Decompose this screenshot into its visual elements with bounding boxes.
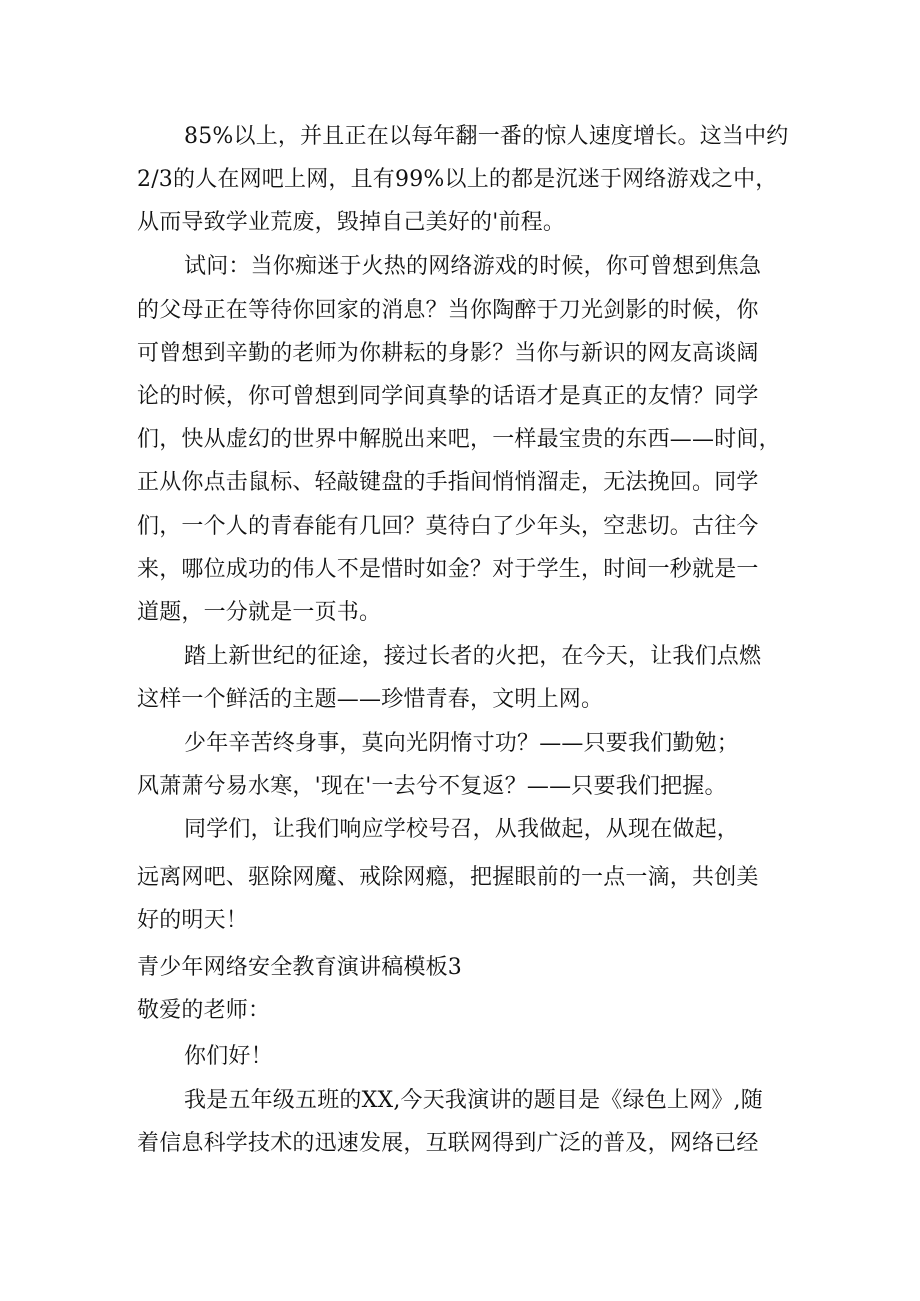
greeting: 你们好！ (184, 1044, 273, 1069)
text-line: 风萧萧兮易水寒，'现在'一去兮不复返？——只要我们把握。 (137, 774, 727, 799)
text-line: 着信息科学技术的迅速发展，互联网得到广泛的普及，网络已经 (137, 1131, 759, 1156)
text-line: 我是五年级五班的XX,今天我演讲的题目是《绿色上网》,随 (184, 1088, 763, 1113)
text-line: 好的明天！ (137, 908, 249, 933)
text-line: 踏上新世纪的征途，接过长者的火把，在今天，让我们点燃 (184, 644, 762, 669)
text-line: 这样一个鲜活的主题——珍惜青春，文明上网。 (137, 687, 604, 712)
text-line: 的父母正在等待你回家的消息？当你陶醉于刀光剑影的时候，你 (137, 298, 759, 323)
section-heading: 青少年网络安全教育演讲稿模板3 (137, 955, 462, 980)
text-line: 同学们，让我们响应学校号召，从我做起，从现在做起， (184, 817, 740, 842)
text-line: 道题，一分就是一页书。 (137, 600, 382, 625)
text-line: 们，一个人的青春能有几回？莫待白了少年头，空悲切。古往今 (137, 514, 759, 539)
text-line: 试问：当你痴迷于火热的网络游戏的时候，你可曾想到焦急 (184, 254, 762, 279)
text-line: 来，哪位成功的伟人不是惜时如金？对于学生，时间一秒就是一 (137, 557, 759, 582)
text-line: 少年辛苦终身事，莫向光阴惰寸功？——只要我们勤勉； (184, 731, 740, 756)
text-line: 正从你点击鼠标、轻敲键盘的手指间悄悄溜走，无法挽回。同学 (137, 470, 759, 495)
text-line: 2/3的人在网吧上网，且有99%以上的都是沉迷于网络游戏之中， (137, 167, 778, 192)
text-line: 论的时候，你可曾想到同学间真挚的话语才是真正的友情？同学 (137, 384, 759, 409)
text-line: 们，快从虚幻的世界中解脱出来吧，一样最宝贵的东西——时间， (137, 427, 781, 452)
salutation: 敬爱的老师： (137, 998, 271, 1023)
text-line: 远离网吧、驱除网魔、戒除网瘾，把握眼前的一点一滴，共创美 (137, 865, 759, 890)
text-line: 可曾想到辛勤的老师为你耕耘的身影？当你与新识的网友高谈阔 (137, 341, 759, 366)
text-line: 85%以上，并且正在以每年翻一番的惊人速度增长。这当中约 (184, 124, 789, 149)
text-line: 从而导致学业荒废，毁掉自己美好的'前程。 (137, 210, 566, 235)
